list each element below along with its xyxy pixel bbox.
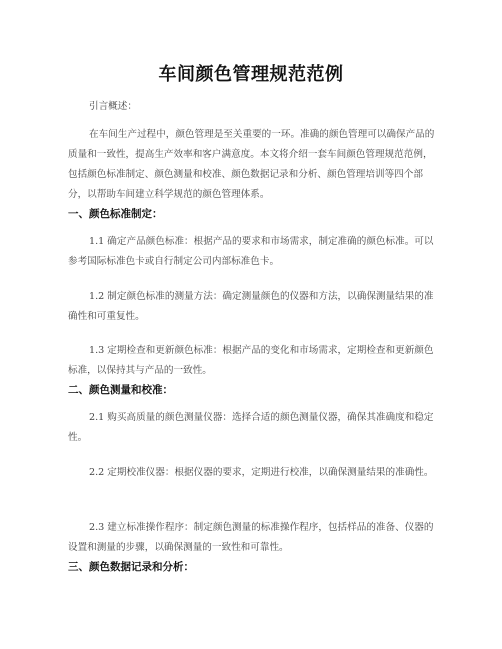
section-heading-2: 二、颜色测量和校准：: [68, 384, 173, 396]
section-1-item-2: 1.2 制定颜色标准的测量方法：确定测量颜色的仪器和方法，以确保测量结果的准确性和可重复性。: [68, 291, 434, 322]
section-1-item-3: 1.3 定期检查和更新颜色标准：根据产品的变化和市场需求，定期检查和更新颜色标准，以保持其与产品的一致性。: [68, 345, 434, 376]
section-heading-1: 一、颜色标准制定：: [68, 208, 163, 220]
document-title: 车间颜色管理规范范例: [158, 64, 344, 85]
section-2-item-3: 2.3 建立标准操作程序：制定颜色测量的标准操作程序，包括样品的准备、仪器的设置和测量的步骤，以确保测量的一致性和可靠性。: [68, 522, 434, 553]
section-2-item-1: 2.1 购买高质量的颜色测量仪器：选择合适的颜色测量仪器，确保其准确度和稳定性。: [68, 412, 434, 443]
intro-paragraph: 在车间生产过程中，颜色管理是至关重要的一环。准确的颜色管理可以确保产品的质量和一致性，提高生产效率和客户满意度。本文将介绍一套车间颜色管理规范范例，包括颜色标准制定、颜色测量和校准、颜色数据记录和分析、颜色管理培训等四个部分，以帮助车间建立科学规范的颜色管理体系。: [68, 129, 435, 200]
section-heading-3: 三、颜色数据记录和分析：: [68, 561, 194, 573]
intro-label: 引言概述：: [89, 101, 137, 112]
section-1-item-1: 1.1 确定产品颜色标准：根据产品的要求和市场需求，制定准确的颜色标准。可以参考国际标准色卡或自行制定公司内部标准色卡。: [68, 236, 434, 267]
section-2-item-2: 2.2 定期校准仪器：根据仪器的要求，定期进行校准，以确保测量结果的准确性。: [89, 467, 434, 478]
